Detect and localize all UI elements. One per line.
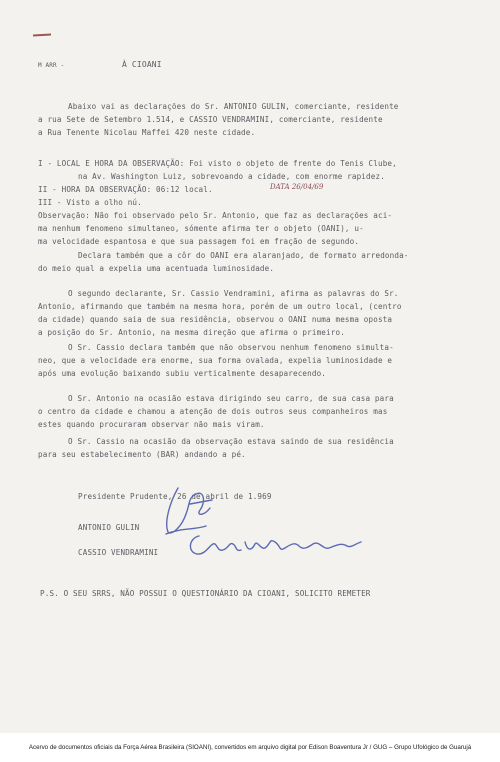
observation-line: Declara também que a côr do OANI era alaranjado, de formato arredonda- bbox=[78, 251, 409, 260]
signature-cassio-vendramini bbox=[185, 528, 365, 560]
paragraph-1-line: O segundo declarante, Sr. Cassio Vendramini, afirma as palavras do Sr. bbox=[68, 289, 399, 298]
handwritten-date-note: DATA 26/04/69 bbox=[270, 183, 324, 191]
paragraph-4-line: para seu estabelecimento (BAR) andando a pé. bbox=[38, 450, 246, 459]
paragraph-2-line: após uma evolução baixando subiu verticalmente desaparecendo. bbox=[38, 369, 327, 378]
red-pen-mark bbox=[33, 34, 51, 37]
intro-line: a rua Sete de Setembro 1.514, e CASSIO VENDRAMINI, comerciante, residente bbox=[38, 115, 383, 124]
item-2: II - HORA DA OBSERVAÇÃO: 06:12 local. bbox=[38, 185, 213, 194]
observation-line: ma nenhum fenomeno simultaneo, sómente afirma ter o objeto (OANI), u- bbox=[38, 224, 364, 233]
postscript: P.S. O SEU SRRS, NÃO POSSUI O QUESTIONÁRIO DA CIOANI, SOLICITO REMETER bbox=[40, 589, 371, 598]
paragraph-3-line: estes quando procuraram observar não mais viram. bbox=[38, 420, 265, 429]
paragraph-3-line: o centro da cidade e chamou a atenção de dois outros seus companheiros mas bbox=[38, 407, 388, 416]
intro-line: a Rua Tenente Nicolau Maffei 420 neste cidade. bbox=[38, 128, 256, 137]
closing-place-date: Presidente Prudente, 26 de abril de 1.969 bbox=[78, 492, 272, 501]
paragraph-1-line: Antonio, afirmando que também na mesma hora, porém de um outro local, (centro bbox=[38, 302, 402, 311]
archive-footer: Acervo de documentos oficiais da Força Aérea Brasileira (SIOANI), convertidos em arquivo digital por Edison Boaventura Jr / GUG – Grupo Ufológico de Guarujá bbox=[0, 733, 500, 762]
paragraph-3-line: O Sr. Antonio na ocasião estava dirigindo seu carro, de sua casa para bbox=[68, 394, 394, 403]
intro-line: Abaixo vai as declarações do Sr. ANTONIO GULIN, comerciante, residente bbox=[68, 102, 399, 111]
item-1-line: na Av. Washington Luiz, sobrevoando a cidade, com enorme rapidez. bbox=[78, 172, 385, 181]
item-3: III - Visto a olho nú. bbox=[38, 198, 142, 207]
paragraph-4-line: O Sr. Cassio na ocasião da observação estava saindo de sua residência bbox=[68, 437, 394, 446]
addressee: À CIOANI bbox=[122, 60, 162, 69]
observation-line: ma velocidade espantosa e que sua passagem foi em fração de segundo. bbox=[38, 237, 360, 246]
item-1-line: I - LOCAL E HORA DA OBSERVAÇÃO: Foi visto o objeto de frente do Tenis Clube, bbox=[38, 159, 397, 168]
paragraph-1-line: a posição do Sr. Antonio, na mesma direção que afirma o primeiro. bbox=[38, 328, 345, 337]
signatory-1-name: ANTONIO GULIN bbox=[78, 523, 140, 532]
signatory-2-name: CASSIO VENDRAMINI bbox=[78, 548, 159, 557]
observation-line: Observação: Não foi observado pelo Sr. Antonio, que faz as declarações aci- bbox=[38, 211, 393, 220]
paragraph-2-line: O Sr. Cassio declara também que não observou nenhum fenomeno simulta- bbox=[68, 343, 394, 352]
paragraph-1-line: da cidade) quando saia de sua residência, observou o OANI numa mesma oposta bbox=[38, 315, 393, 324]
observation-line: do meio qual a expelia uma acentuada luminosidade. bbox=[38, 264, 275, 273]
document-ref: M ARR - bbox=[38, 62, 65, 69]
paragraph-2-line: neo, que a velocidade era enorme, sua forma ovalada, expelia luminosidade e bbox=[38, 356, 393, 365]
